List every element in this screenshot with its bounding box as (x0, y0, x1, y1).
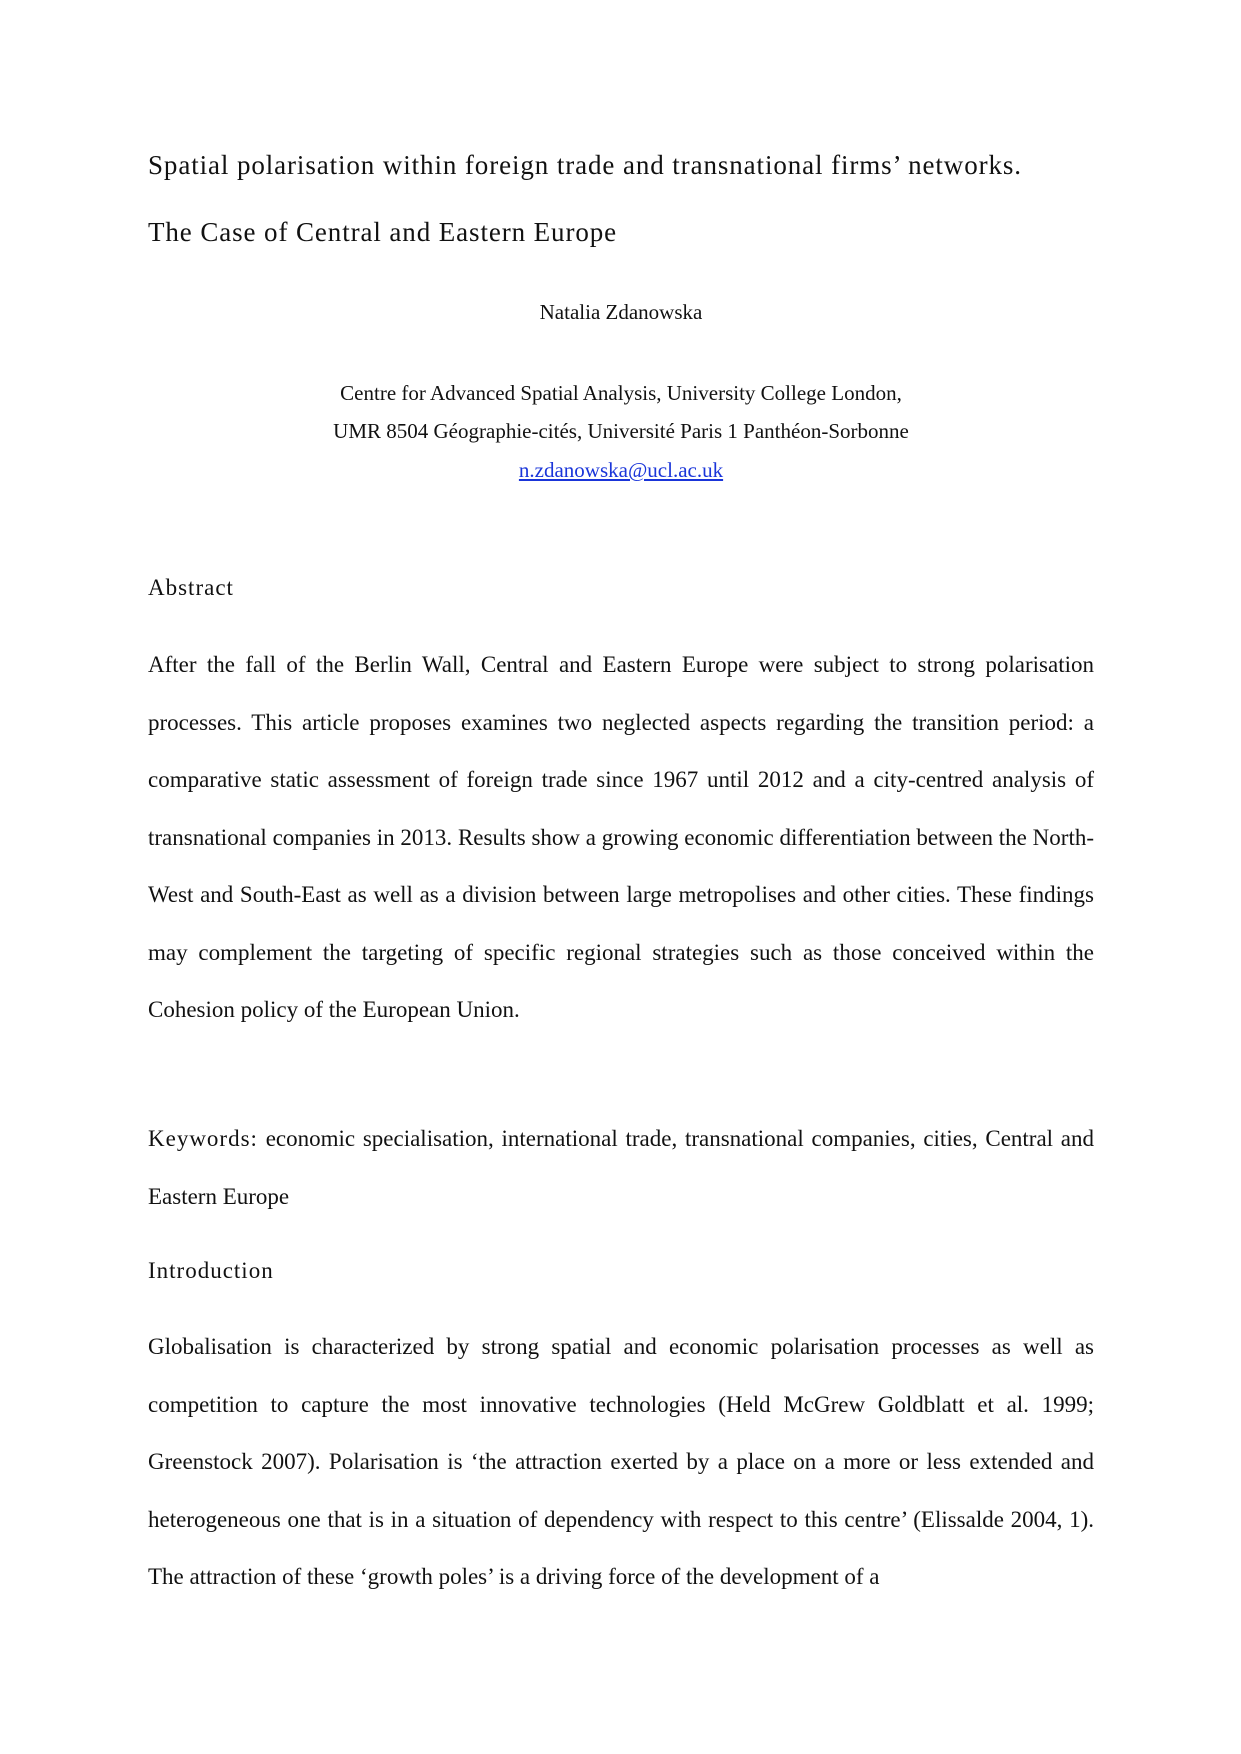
keywords (148, 1110, 1094, 1226)
keywords-label: Keywords: (148, 1126, 258, 1151)
introduction-text: Globalisation is characterized by strong spatial and economic polarisation processes as well as competition to capture the most innovative technologies (Held McGrew Goldblatt et al. 1999; Greenstock 2007). Polarisation is ‘the attraction exerted by a place on a more or less extended and heterogeneous one that is in a situation of dependency with respect to this centre’ (Elissalde 2004, 1). The attraction of these ‘growth poles’ is a driving force of the development of a (148, 1334, 1094, 1589)
affiliation-line-2: UMR 8504 Géographie-cités, Université Paris 1 Panthéon-Sorbonne (333, 419, 909, 443)
keywords-text: economic specialisation, international trade, transnational companies, cities, Central and Eastern Europe (148, 1126, 1095, 1209)
affiliation-line-1: Centre for Advanced Spatial Analysis, University College London, (340, 381, 902, 405)
abstract-text: After the fall of the Berlin Wall, Central and Eastern Europe were subject to strong polarisation processes. This article proposes examines two neglected aspects regarding the transition period: a comparative static assessment of foreign trade since 1967 until 2012 and a city-centred analysis of transnational companies in 2013. Results show a growing economic differentiation between the North-West and South-East as well as a division between large metropolises and other cities. These findings may complement the targeting of specific regional strategies such as those conceived within the Cohesion policy of the European Union. (148, 652, 1094, 1022)
paper-title-line-1: Spatial polarisation within foreign trade and transnational firms’ networks. (148, 150, 1022, 180)
author-email-line (148, 457, 1094, 483)
introduction-heading: Introduction (148, 1258, 274, 1283)
abstract-heading: Abstract (148, 575, 234, 600)
paper-title-line-2: The Case of Central and Eastern Europe (148, 217, 618, 247)
author-name: Natalia Zdanowska (539, 300, 703, 324)
author-email-link[interactable]: n.zdanowska@ucl.ac.uk (518, 458, 724, 482)
